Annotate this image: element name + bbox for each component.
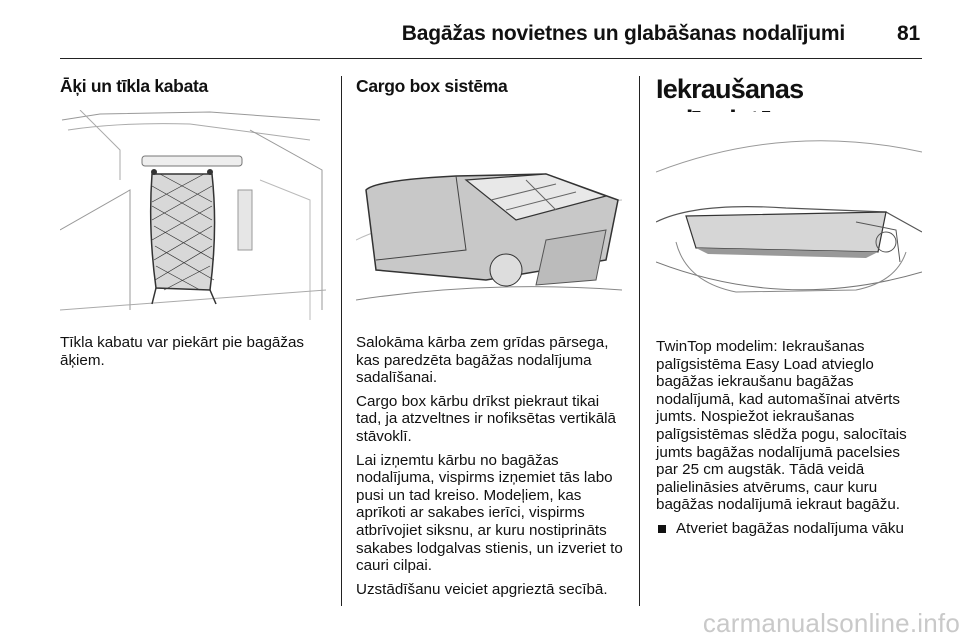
section-heading: Āķi un tīkla kabata — [60, 76, 208, 96]
section-heading: Cargo box sistēma — [356, 76, 508, 96]
body-text: TwinTop modelim: Iekraušanas palīgsistēma Easy Load atvieglo bagāžas iekraušanu bagāžas nodalījumā, kad automašīnai atvērts jumts. Nospiežot iekraušanas palīgsistēmas slēdža pogu, salocītais jumts bagāžas nodalījumā pacelsies par 25 cm augstāk. Tādā veidā palielināsies atvērums, caur kuru bagāžas nodalījumā iekraut bagāžu. — [656, 338, 907, 514]
column-cargo-box — [356, 76, 624, 604]
cargo-box-illustration — [356, 110, 622, 320]
bullet-square-icon — [658, 525, 666, 533]
body-text: Tīkla kabatu var piekārt pie bagāžas āķiem. — [60, 334, 304, 369]
loading-aid-illustration — [656, 112, 922, 322]
column-divider — [341, 76, 342, 606]
page-title: Bagāžas novietnes un glabāšanas nodalījumi — [401, 22, 846, 45]
body-text: Lai izņemtu kārbu no bagāžas nodalījuma, vispirms izņemiet tās labo pusi un tad kreiso. Modeļiem, kas aprīkoti ar sakabes ierīci, vispirms atbrīvojiet siksnu, ar kuru nostiprināts sakabes lodgalvas stienis, un izveriet to cauri cilpai. — [356, 451, 623, 575]
section-heading-large: Iekraušanas — [656, 74, 804, 104]
column-hooks-net — [60, 76, 328, 375]
watermark: carmanualsonline.info — [702, 608, 960, 638]
body-text: Uzstādīšanu veiciet apgrieztā secībā. — [356, 580, 608, 598]
net-pocket-illustration — [60, 110, 326, 320]
bullet-text: Atveriet bagāžas nodalījuma vāku — [676, 519, 904, 537]
bullet-item — [656, 520, 924, 538]
body-text: Salokāma kārba zem grīdas pārsega, kas paredzēta bagāžas nodalījuma sadalīšanai. — [356, 334, 609, 387]
header-rule — [60, 58, 922, 59]
column-divider — [639, 76, 640, 606]
body-text: Cargo box kārbu drīkst piekraut tikai tad, ja atzveltnes ir nofiksētas vertikālā stāvoklī. — [356, 392, 616, 445]
page-header — [60, 14, 920, 54]
page-number: 81 — [897, 22, 920, 45]
column-loading-aid — [656, 76, 924, 538]
